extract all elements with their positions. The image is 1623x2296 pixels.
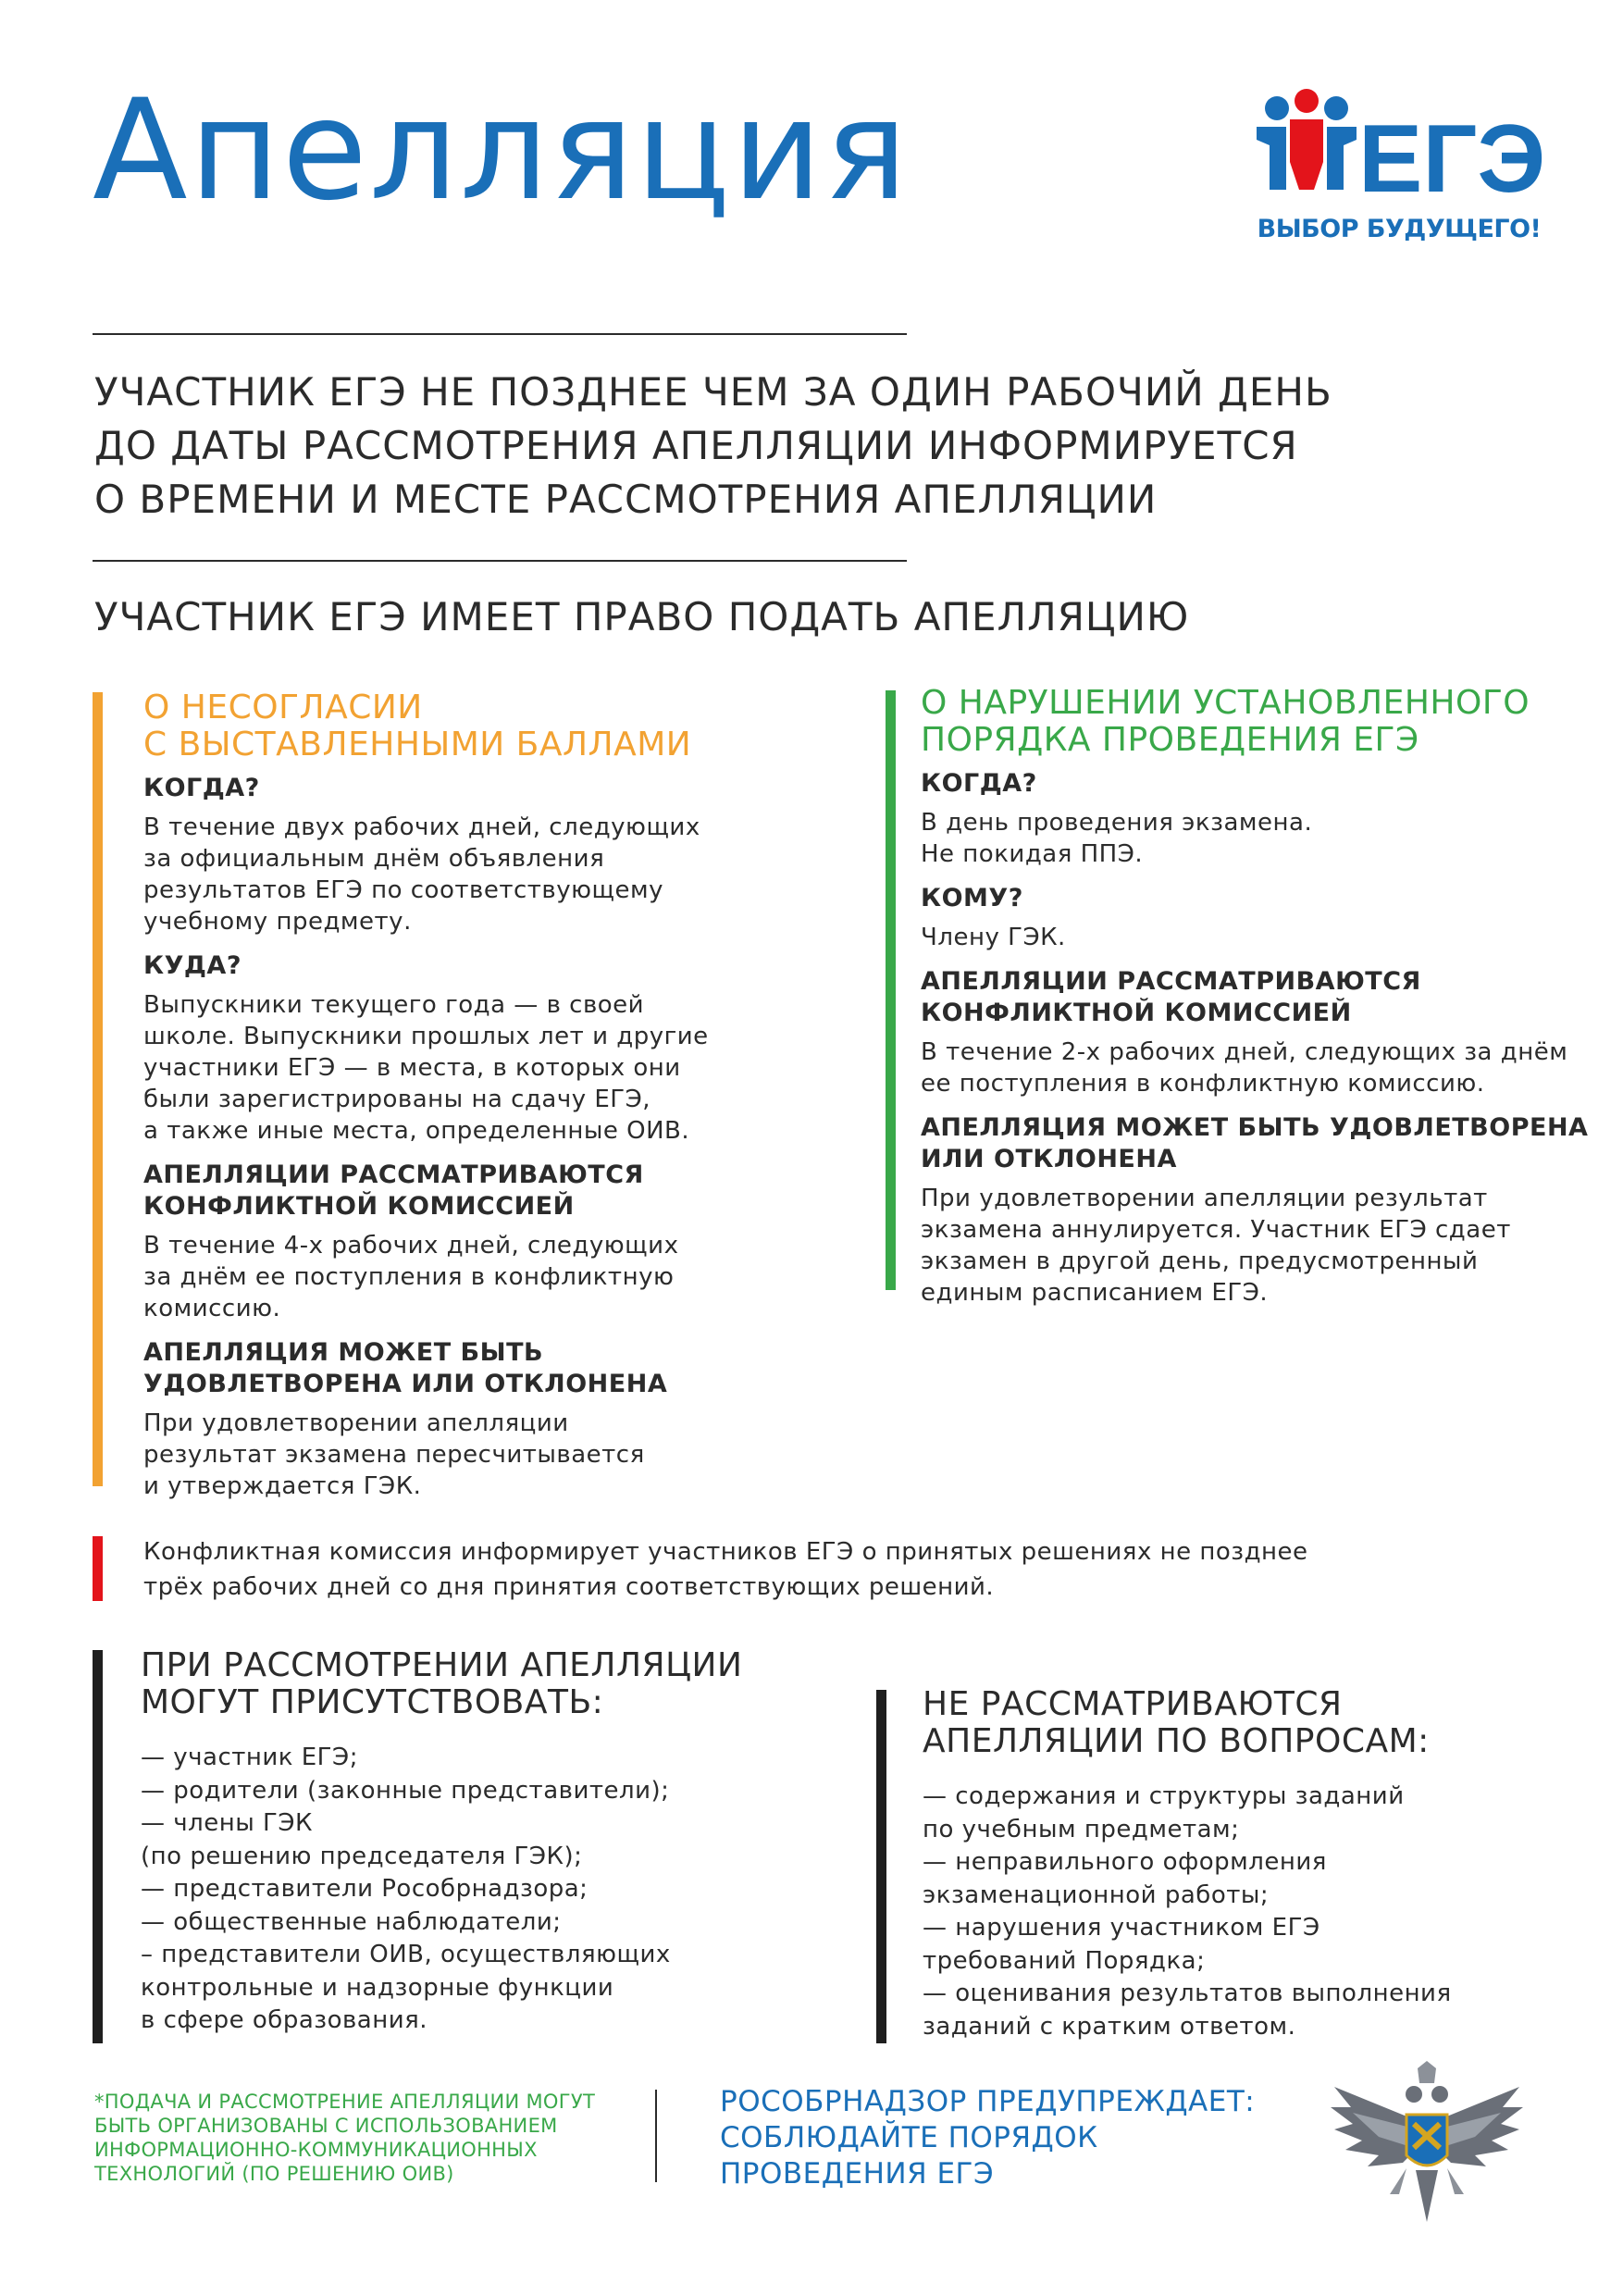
right-heading: УЧАСТНИК ЕГЭ ИМЕЕТ ПРАВО ПОДАТЬ АПЕЛЛЯЦИЮ xyxy=(94,594,1190,639)
green-accent-bar xyxy=(886,690,896,1290)
when-answer: В течение двух рабочих дней, следующих за официальным днём объявления результатов ЕГЭ по соответствующему учебному предмету. xyxy=(143,813,700,936)
divider xyxy=(93,560,907,562)
list-item: экзаменационной работы; xyxy=(923,1880,1270,1909)
ege-logo-text: ЕГЭ xyxy=(1358,105,1545,213)
ict-footnote: *ПОДАЧА И РАССМОТРЕНИЕ АПЕЛЛЯЦИИ МОГУТ БЫТЬ ОРГАНИЗОВАНЫ С ИСПОЛЬЗОВАНИЕМ ИНФОРМАЦИОННО-КОММУНИКАЦИОННЫХ ТЕХНОЛОГИЙ (ПО РЕШЕНИЮ ОИВ) xyxy=(94,2091,596,2185)
list-item: — нарушения участником ЕГЭ xyxy=(923,1914,1320,1942)
list-item: в сфере образования. xyxy=(141,2006,428,2034)
commission-notice: Конфликтная комиссия информирует участников ЕГЭ о принятых решениях не позднее трёх рабочих дней со дня принятия соответствующих решений. xyxy=(143,1538,1308,1601)
black-accent-bar xyxy=(93,1650,103,2043)
list-item: — общественные наблюдатели; xyxy=(141,1907,562,1936)
list-item: заданий с кратким ответом. xyxy=(923,2012,1296,2041)
result-question: АПЕЛЛЯЦИЯ МОЖЕТ БЫТЬ УДОВЛЕТВОРЕНА ИЛИ ОТКЛОНЕНА xyxy=(143,1338,668,1398)
list-item: — участник ЕГЭ; xyxy=(141,1744,358,1771)
list-item: — содержания и структуры заданий xyxy=(923,1782,1405,1810)
result-answer: При удовлетворении апелляции результат экзамена пересчитывается и утверждается ГЭК. xyxy=(143,1409,645,1500)
list-item: – представители ОИВ, осуществляющих xyxy=(141,1941,671,1968)
procedure-block xyxy=(921,685,1605,1309)
where-answer: Выпускники текущего года — в своей школе. Выпускники прошлых лет и другие участники ЕГЭ — в места, в которых они были зарегистрированы на сдачу ЕГЭ, а также иные места, определенные ОИВ. xyxy=(143,991,709,1145)
not-considered-title: НЕ РАССМАТРИВАЮТСЯ АПЕЛЛЯЦИИ ПО ВОПРОСАМ: xyxy=(923,1685,1430,1760)
scores-block xyxy=(143,689,810,1502)
page-title: Апелляция xyxy=(93,70,910,231)
scores-block-title: О НЕСОГЛАСИИ С ВЫСТАВЛЕННЫМИ БАЛЛАМИ xyxy=(143,689,692,763)
red-accent-bar xyxy=(93,1536,103,1601)
black-accent-bar xyxy=(876,1690,886,2043)
attendees-block xyxy=(141,1647,844,2038)
review-answer: В течение 4-х рабочих дней, следующих за днём ее поступления в конфликтную комиссию. xyxy=(143,1232,679,1322)
rosobrnadzor-eagle-emblem-icon xyxy=(1325,2059,1529,2235)
attendees-title: ПРИ РАССМОТРЕНИИ АПЕЛЛЯЦИИ МОГУТ ПРИСУТСТВОВАТЬ: xyxy=(141,1646,743,1721)
list-item: по учебным предметам; xyxy=(923,1815,1240,1843)
review-question: АПЕЛЛЯЦИИ РАССМАТРИВАЮТСЯ КОНФЛИКТНОЙ КОМИССИЕЙ xyxy=(143,1160,644,1221)
not-considered-block xyxy=(923,1686,1607,2043)
result-answer: При удовлетворении апелляции результат экзамена аннулируется. Участник ЕГЭ сдает экзамен в другой день, предусмотренный единым расписанием ЕГЭ. xyxy=(921,1185,1511,1307)
review-answer: В течение 2-х рабочих дней, следующих за днём ее поступления в конфликтную комиссию. xyxy=(921,1038,1568,1098)
when-answer: В день проведения экзамена. Не покидая ППЭ. xyxy=(921,809,1313,868)
when-question: КОГДА? xyxy=(143,774,260,802)
review-question: АПЕЛЛЯЦИИ РАССМАТРИВАЮТСЯ КОНФЛИКТНОЙ КОМИССИЕЙ xyxy=(921,967,1421,1027)
info-headline: УЧАСТНИК ЕГЭ НЕ ПОЗДНЕЕ ЧЕМ ЗА ОДИН РАБОЧИЙ ДЕНЬ ДО ДАТЫ РАССМОТРЕНИЯ АПЕЛЛЯЦИИ ИНФОРМИРУЕТСЯ О ВРЕМЕНИ И МЕСТЕ РАССМОТРЕНИЯ АПЕЛЛЯЦИИ xyxy=(94,369,1332,522)
when-question: КОГДА? xyxy=(921,769,1037,798)
orange-accent-bar xyxy=(93,692,103,1486)
list-item: — неправильного оформления xyxy=(923,1848,1327,1876)
not-considered-list xyxy=(923,1781,1607,2043)
logo-tagline: ВЫБОР БУДУЩЕГО! xyxy=(1257,215,1542,243)
where-question: КУДА? xyxy=(143,951,242,980)
list-item: контрольные и надзорные функции xyxy=(141,1973,614,2002)
result-question: АПЕЛЛЯЦИЯ МОЖЕТ БЫТЬ УДОВЛЕТВОРЕНА ИЛИ ОТКЛОНЕНА xyxy=(921,1113,1589,1173)
list-item: — родители (законные представители); xyxy=(141,1776,670,1805)
list-item: — оценивания результатов выполнения xyxy=(923,1980,1452,2007)
procedure-block-title: О НАРУШЕНИИ УСТАНОВЛЕННОГО ПОРЯДКА ПРОВЕДЕНИЯ ЕГЭ xyxy=(921,684,1530,759)
rosobrnadzor-warning: РОСОБРНАДЗОР ПРЕДУПРЕЖДАЕТ: СОБЛЮДАЙТЕ ПОРЯДОК ПРОВЕДЕНИЯ ЕГЭ xyxy=(720,2085,1256,2191)
divider xyxy=(93,333,907,335)
list-item: — представители Рособрнадзора; xyxy=(141,1875,588,1903)
list-item: требований Порядка; xyxy=(923,1946,1206,1975)
list-item: (по решению председателя ГЭК); xyxy=(141,1842,583,1870)
list-item: — члены ГЭК xyxy=(141,1809,314,1837)
whom-answer: Члену ГЭК. xyxy=(921,924,1066,951)
footer-divider xyxy=(655,2090,657,2182)
attendees-list xyxy=(141,1742,844,2038)
whom-question: КОМУ? xyxy=(921,884,1023,912)
